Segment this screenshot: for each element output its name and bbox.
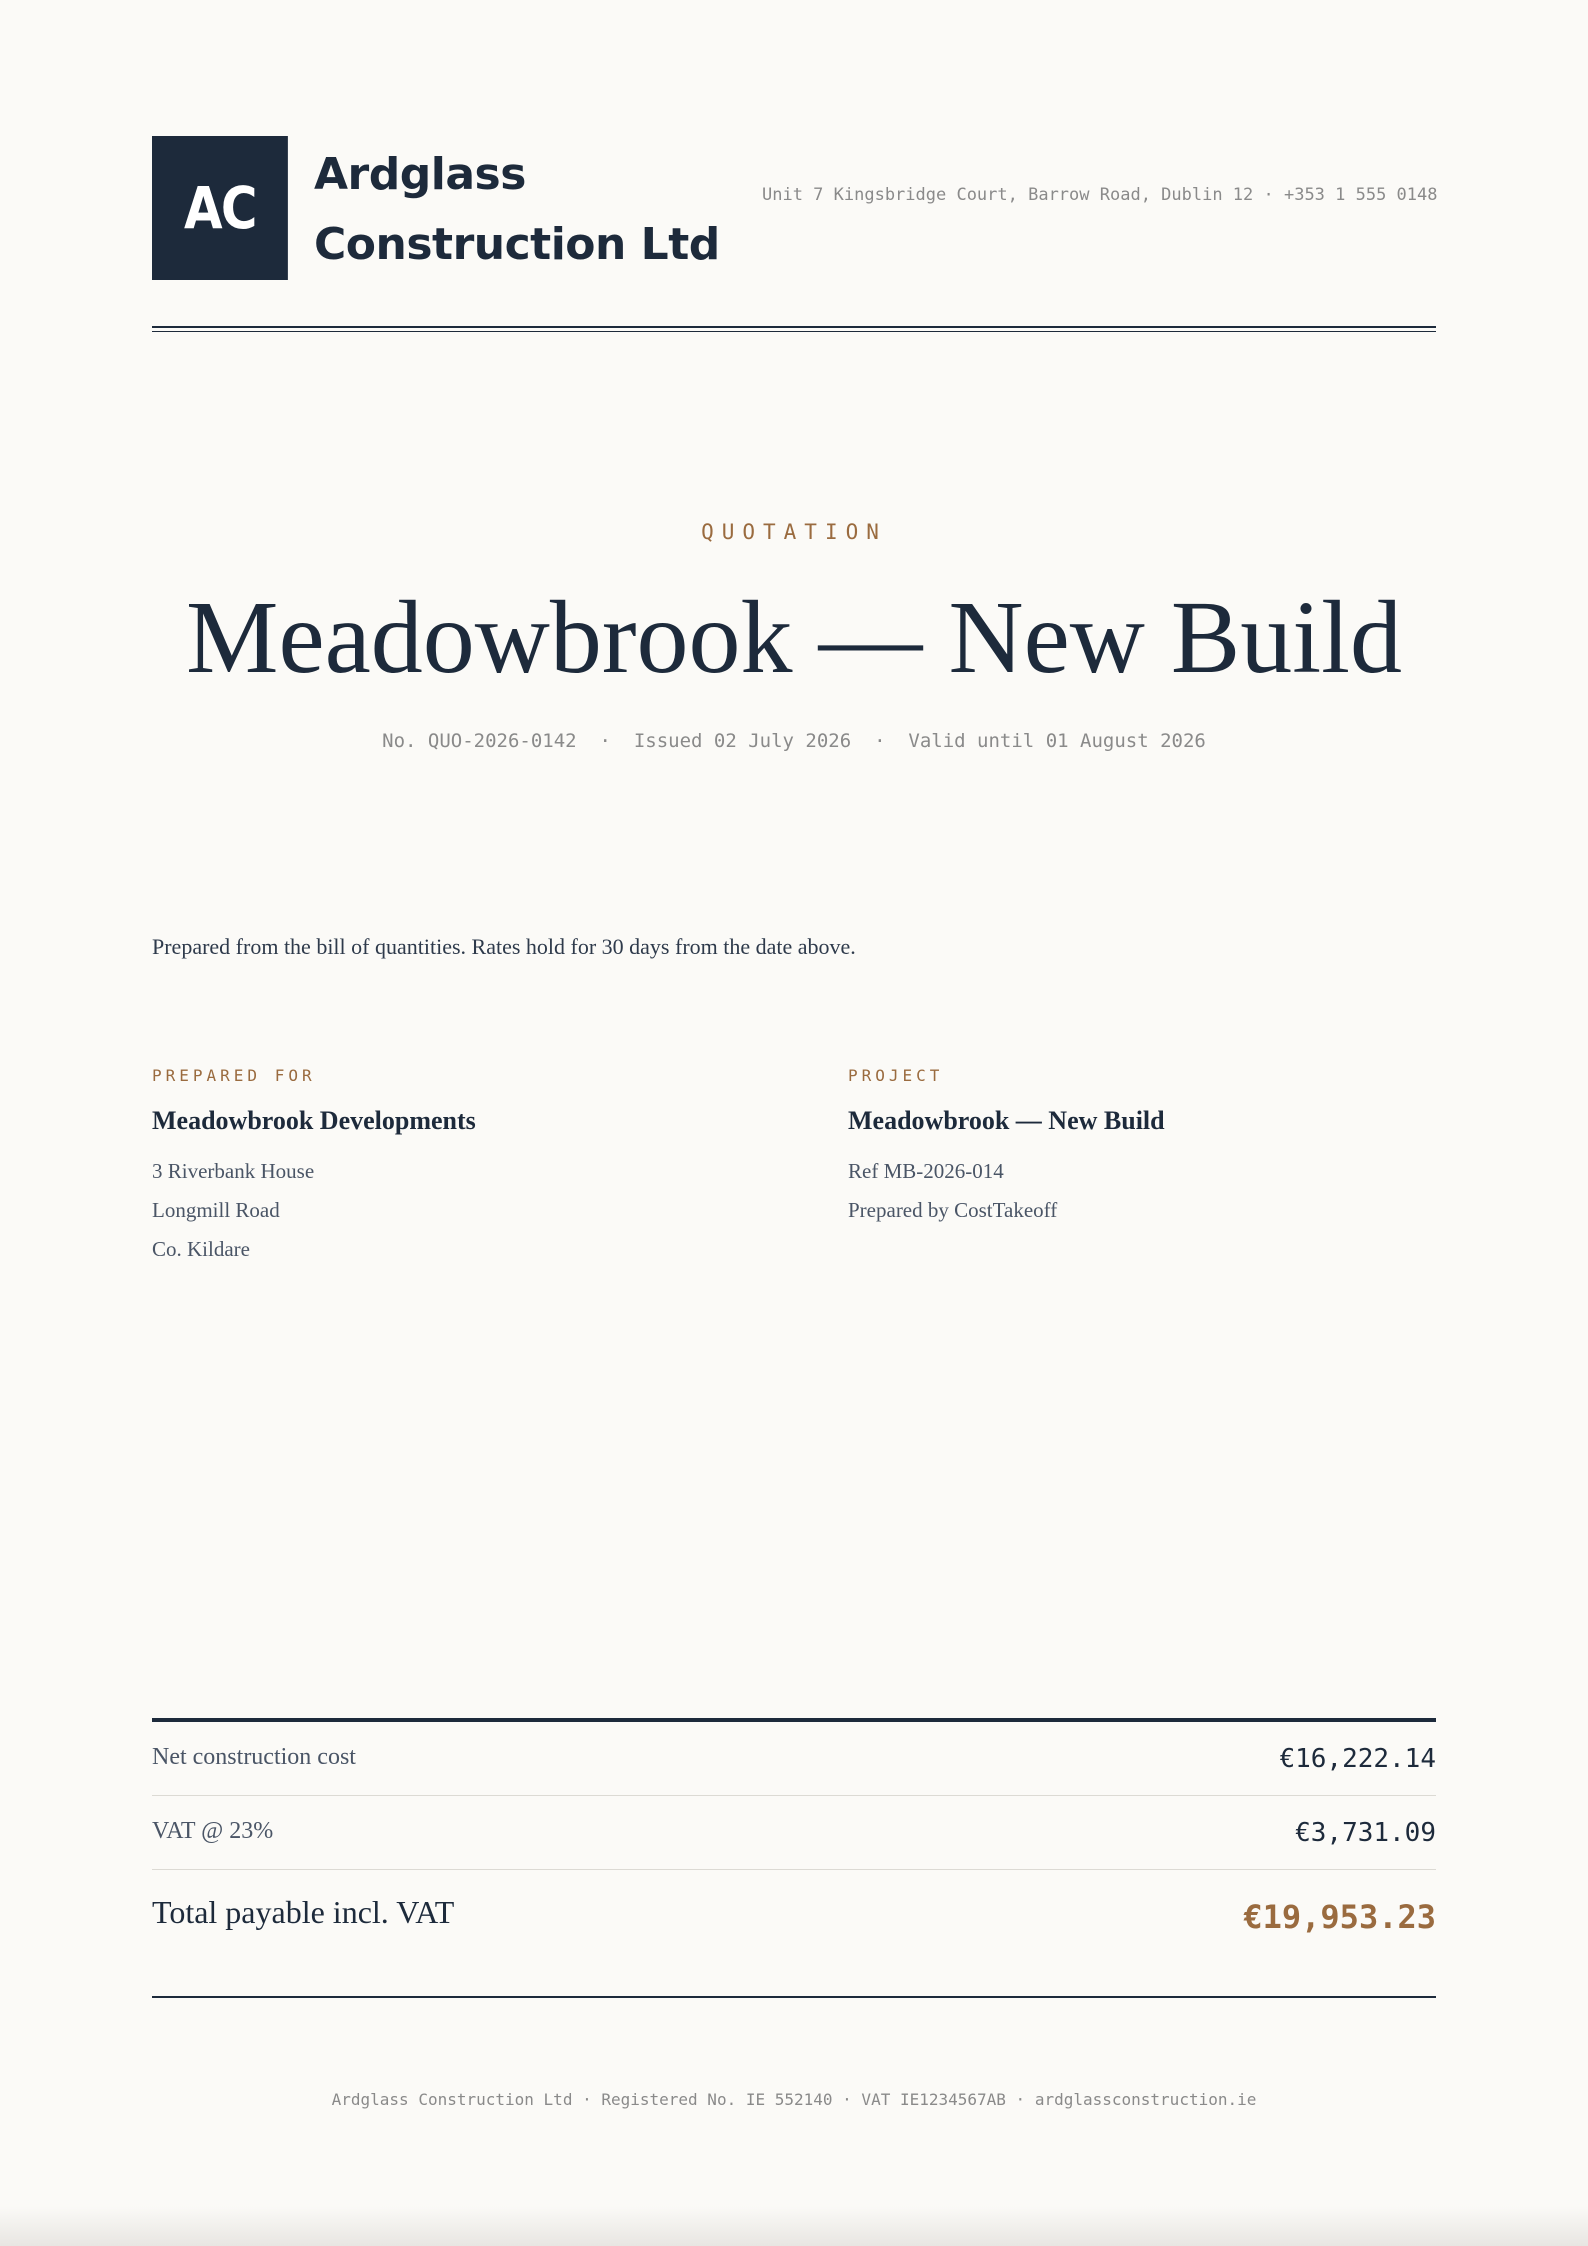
vat-value: €3,731.09	[1295, 1818, 1436, 1848]
document-type: QUOTATION	[701, 520, 887, 544]
project-name: Meadowbrook — New Build	[848, 1106, 1165, 1135]
letterhead	[152, 136, 1436, 282]
project-prepared-by: Prepared by CostTakeoff	[848, 1198, 1058, 1222]
issue-date: Issued 02 July 2026	[633, 730, 852, 752]
company-footer: Ardglass Construction Ltd · Registered No. IE 552140 · VAT IE1234567AB · ardglassconstruction.ie	[331, 2090, 1257, 2109]
client-address	[152, 1152, 752, 1269]
project-block	[848, 1066, 1448, 1230]
net-cost-row	[152, 1722, 1436, 1796]
project-details	[848, 1152, 1448, 1230]
company-logo: AC	[152, 136, 288, 280]
company-address: Unit 7 Kingsbridge Court, Barrow Road, Dublin 12 · +353 1 555 0148	[762, 185, 1438, 205]
grand-total-row	[152, 1870, 1436, 1998]
page-edge-shadow	[0, 2206, 1588, 2246]
net-cost-value: €16,222.14	[1279, 1744, 1436, 1774]
client-address-line: Co. Kildare	[152, 1237, 250, 1261]
net-cost-label: Net construction cost	[152, 1744, 356, 1770]
client-name: Meadowbrook Developments	[152, 1106, 476, 1135]
intro-text: Prepared from the bill of quantities. Rates hold for 30 days from the date above.	[152, 934, 856, 959]
client-address-line: Longmill Road	[152, 1198, 280, 1222]
prepared-for-block	[152, 1066, 752, 1269]
grand-total-value: €19,953.23	[1243, 1898, 1436, 1936]
valid-until-date: Valid until 01 August 2026	[908, 730, 1206, 752]
project-label: PROJECT	[848, 1066, 944, 1085]
vat-label: VAT @ 23%	[152, 1818, 274, 1844]
grand-total-label: Total payable incl. VAT	[152, 1894, 455, 1930]
company-name: Ardglass Construction Ltd	[314, 149, 720, 270]
meta-separator: ·	[599, 730, 611, 752]
client-address-line: 3 Riverbank House	[152, 1159, 315, 1183]
meta-separator: ·	[874, 730, 886, 752]
project-reference: Ref MB-2026-014	[848, 1159, 1004, 1183]
document-meta	[0, 730, 1588, 752]
letterhead-divider	[152, 326, 1436, 332]
document-title: Meadowbrook — New Build	[185, 580, 1403, 695]
totals-table	[152, 1718, 1436, 1998]
quote-number: No. QUO-2026-0142	[382, 730, 577, 752]
vat-row	[152, 1796, 1436, 1870]
prepared-for-label: PREPARED FOR	[152, 1066, 316, 1085]
